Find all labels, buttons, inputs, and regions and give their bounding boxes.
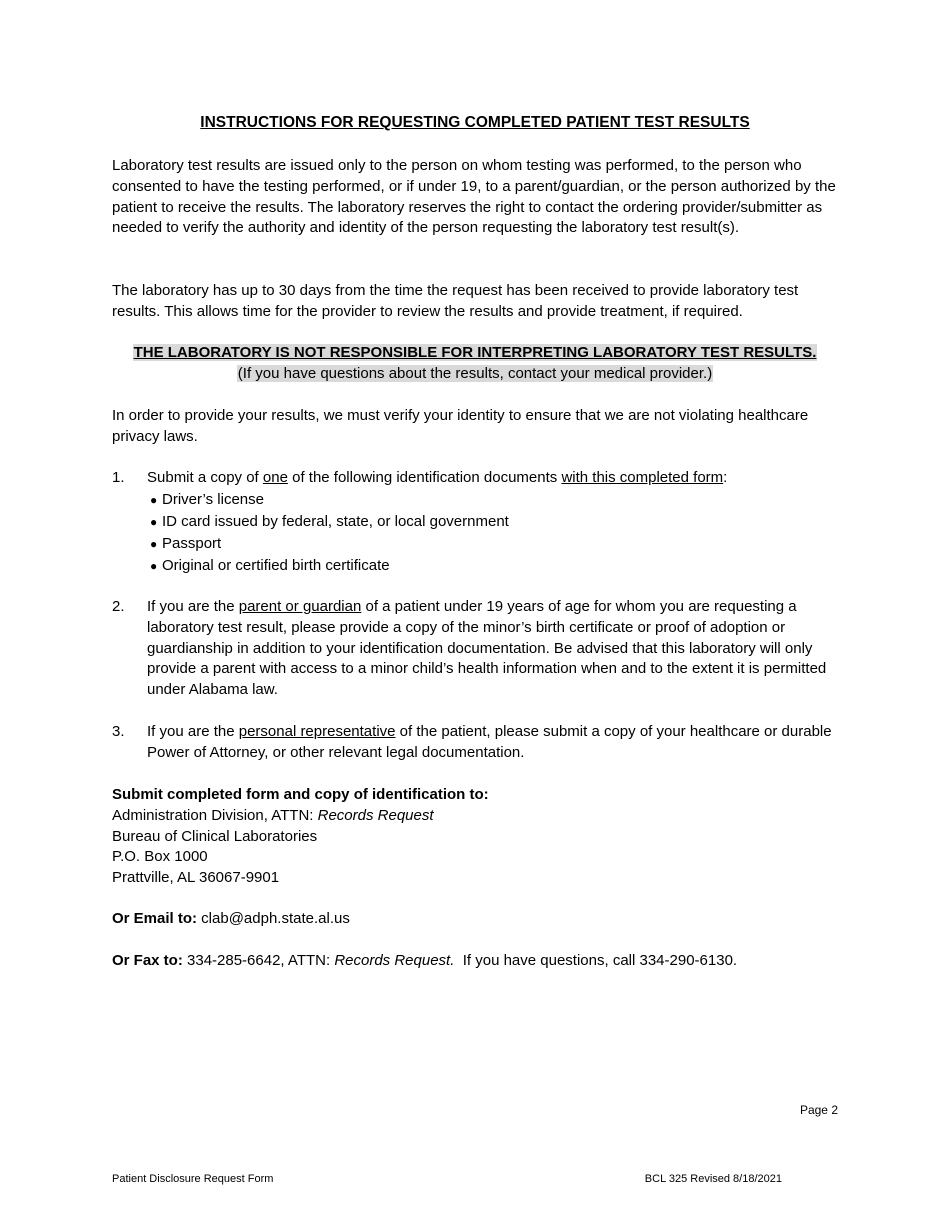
list-item-text: Original or certified birth certificate <box>162 556 390 574</box>
item-number: 2. <box>112 598 125 615</box>
item-emphasis: personal representative <box>238 723 396 740</box>
item-emphasis: with this completed form <box>561 469 724 486</box>
footer-revision: BCL 325 Revised 8/18/2021 <box>644 1173 782 1185</box>
item-body <box>147 722 842 764</box>
verification-paragraph: In order to provide your results, we must verify your identity to ensure that we are not violating healthcare privacy laws. <box>112 407 809 445</box>
notice-subtext <box>0 364 950 385</box>
item-text: If you are the <box>147 723 239 740</box>
submit-heading: Submit completed form and copy of identification to: <box>112 786 489 803</box>
notice-heading <box>0 343 950 364</box>
list-item <box>150 533 842 555</box>
id-documents-list <box>150 489 842 577</box>
item-body <box>147 597 842 701</box>
item-text: : <box>723 469 728 486</box>
notice-heading-text: THE LABORATORY IS NOT RESPONSIBLE FOR INTERPRETING LABORATORY TEST RESULTS. <box>133 344 817 361</box>
fax-label: Or Fax to: <box>112 952 183 969</box>
bullet-icon: ● <box>150 536 158 551</box>
list-item <box>150 555 842 577</box>
address-line-3: P.O. Box 1000 <box>112 848 208 866</box>
address-line-1 <box>112 806 712 827</box>
item-body <box>147 468 842 489</box>
mailing-address <box>112 785 712 889</box>
page-title: INSTRUCTIONS FOR REQUESTING COMPLETED PATIENT TEST RESULTS <box>200 114 750 131</box>
item-text: of the following identification documents <box>287 469 562 486</box>
footer-form-name: Patient Disclosure Request Form <box>112 1173 274 1185</box>
item-text: Submit a copy of <box>147 469 263 486</box>
address-attn: Records Request <box>317 806 434 824</box>
fax-contact <box>112 951 852 972</box>
list-item <box>150 489 842 511</box>
bullet-icon: ● <box>150 558 158 573</box>
notice-subtext-text: (If you have questions about the results, contact your medical provider.) <box>237 365 713 382</box>
eligibility-paragraph: Laboratory test results are issued only to the person on whom testing was performed, to the person who consented to have the testing performed, or if under 19, to a parent/guardian, or the person authorized by the patient to receive the results. The laboratory reserves the right to contact the ordering provider/submitter as needed to verify the authority and identity of the person requesting the laboratory test result(s). <box>112 157 836 237</box>
address-line-4: Prattville, AL 36067-9901 <box>112 869 280 887</box>
email-address[interactable]: clab@adph.state.al.us <box>197 910 350 927</box>
item-number: 1. <box>112 469 125 486</box>
timeframe-paragraph: The laboratory has up to 30 days from the time the request has been received to provide laboratory test results. This allows time for the provider to review the results and provide treatment, if required. <box>112 282 799 320</box>
bullet-icon: ● <box>150 514 158 529</box>
item-number: 3. <box>112 723 125 740</box>
list-item-text: Passport <box>162 534 222 552</box>
fax-attn: Records Request. <box>334 952 455 969</box>
item-text: of a patient under 19 years of age for whom you are requesting a laboratory test result, please provide a copy of the minor’s birth certificate or proof of adoption or guardianship in addition to your identification documentation. Be advised that this laboratory will only provide a parent with access to a minor child’s health information when and to the extent it is permitted under Alabama law. <box>147 598 827 699</box>
instruction-item-2 <box>112 597 842 701</box>
list-item-text: Driver’s license <box>162 490 264 508</box>
page-number: Page 2 <box>799 1103 838 1117</box>
bullet-icon: ● <box>150 492 158 507</box>
instruction-item-1 <box>112 468 842 577</box>
phone-info: If you have questions, call 334-290-6130. <box>454 952 738 969</box>
item-emphasis: one <box>262 469 288 486</box>
item-text: of the patient, please submit a copy of your healthcare or durable Power of Attorney, or other relevant legal documentation. <box>147 723 832 761</box>
item-emphasis: parent or guardian <box>238 598 362 615</box>
email-contact <box>112 909 852 930</box>
email-label: Or Email to: <box>112 910 198 927</box>
address-line-2: Bureau of Clinical Laboratories <box>112 827 318 845</box>
fax-number: 334-285-6642, ATTN: <box>182 952 335 969</box>
list-item-text: ID card issued by federal, state, or local government <box>162 512 509 530</box>
list-item <box>150 511 842 533</box>
item-text: If you are the <box>147 598 239 615</box>
instruction-item-3 <box>112 722 842 764</box>
address-text: Administration Division, ATTN: <box>112 806 318 824</box>
